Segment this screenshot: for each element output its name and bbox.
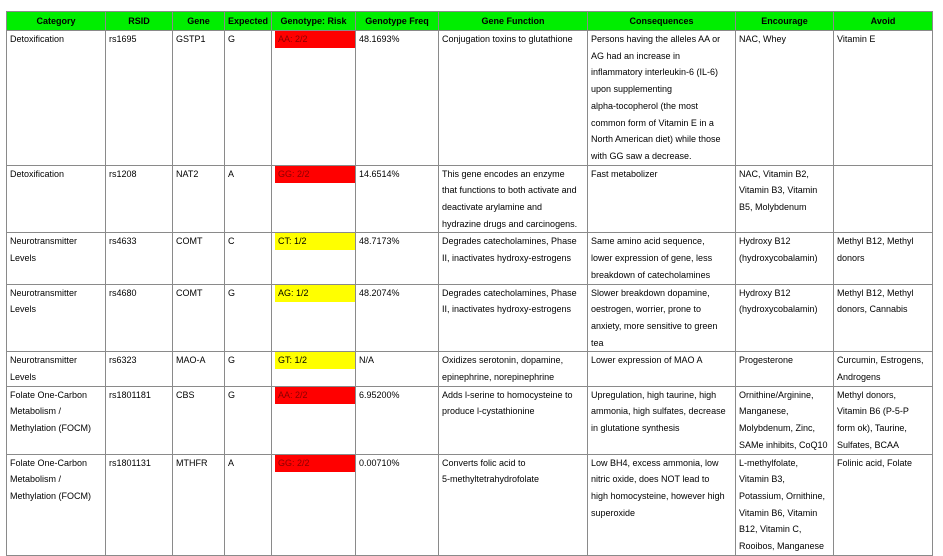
avoid-line: Sulfates, BCAA xyxy=(837,439,900,450)
table-body xyxy=(7,31,933,556)
header-row xyxy=(7,12,933,31)
gene-cell: NAT2 xyxy=(173,165,225,233)
encourage-line: L-methylfolate, xyxy=(739,457,799,468)
expected-cell: G xyxy=(225,386,272,454)
gene-function-line: Degrades catecholamines, Phase xyxy=(442,287,577,298)
category-line: Detoxification xyxy=(10,34,65,44)
consequences-line: Low BH4, excess ammonia, low xyxy=(591,457,719,468)
gene-function-line: Adds l-serine to homocysteine to xyxy=(442,389,573,400)
encourage-line: Manganese, xyxy=(739,406,789,417)
genotype-risk-cell xyxy=(272,454,356,555)
gene-function-cell xyxy=(439,454,588,555)
gene-cell: GSTP1 xyxy=(173,31,225,166)
gene-cell: MAO-A xyxy=(173,352,225,386)
table-row xyxy=(7,165,933,233)
avoid-line: Methyl donors, xyxy=(837,389,897,400)
category-line: Folate One-Carbon xyxy=(10,457,88,468)
consequences-cell xyxy=(588,165,736,233)
encourage-cell xyxy=(736,233,834,284)
encourage-line: Vitamin B3, xyxy=(739,474,785,485)
consequences-line: superoxide xyxy=(591,507,636,518)
header-expected: Expected xyxy=(225,12,272,31)
encourage-line: Hydroxy B12 xyxy=(739,236,791,247)
consequences-line: Persons having the alleles AA or xyxy=(591,34,721,44)
genotype-risk-cell xyxy=(272,284,356,352)
gene-cell: MTHFR xyxy=(173,454,225,555)
gene-function-line: Oxidizes serotonin, dopamine, xyxy=(442,355,564,366)
consequences-line: oestrogen, worrier, prone to xyxy=(591,304,702,315)
consequences-cell xyxy=(588,386,736,454)
header-rsid: RSID xyxy=(106,12,173,31)
avoid-cell xyxy=(834,233,933,284)
avoid-cell xyxy=(834,165,933,233)
genotype-freq-cell: 0.00710% xyxy=(356,454,439,555)
category-cell xyxy=(7,454,106,555)
category-line: Levels xyxy=(10,372,37,383)
gene-function-line: deactivate arylamine and xyxy=(442,202,543,213)
category-line: Folate One-Carbon xyxy=(10,389,88,400)
encourage-line: Ornithine/Arginine, xyxy=(739,389,814,400)
avoid-line: Vitamin B6 (P-5-P xyxy=(837,406,909,417)
risk-badge: GG: 2/2 xyxy=(275,455,355,472)
gene-function-line: Converts folic acid to xyxy=(442,457,526,468)
category-line: Neurotransmitter xyxy=(10,355,78,366)
consequences-line: in glutatione synthesis xyxy=(591,423,680,434)
category-line: Neurotransmitter xyxy=(10,287,78,298)
consequences-line: alpha-tocopherol (the most xyxy=(591,100,699,111)
header-consequences: Consequences xyxy=(588,12,736,31)
gene-cell: COMT xyxy=(173,284,225,352)
genotype-freq-cell: 6.95200% xyxy=(356,386,439,454)
avoid-line: Vitamin E xyxy=(837,34,876,44)
encourage-line: (hydroxycobalamin) xyxy=(739,304,818,315)
encourage-line: Hydroxy B12 xyxy=(739,287,791,298)
expected-cell: G xyxy=(225,352,272,386)
table-row xyxy=(7,454,933,555)
gene-function-line: epinephrine, norepinephrine xyxy=(442,372,555,383)
expected-cell: A xyxy=(225,454,272,555)
gene-function-cell xyxy=(439,284,588,352)
consequences-line: ammonia, high sulfates, decrease xyxy=(591,406,726,417)
consequences-line: Slower breakdown dopamine, xyxy=(591,287,710,298)
consequences-cell xyxy=(588,284,736,352)
gene-function-cell xyxy=(439,233,588,284)
header-avoid: Avoid xyxy=(834,12,933,31)
category-cell xyxy=(7,165,106,233)
gene-function-cell xyxy=(439,352,588,386)
encourage-cell xyxy=(736,31,834,166)
rsid-cell: rs4680 xyxy=(106,284,173,352)
risk-badge: GG: 2/2 xyxy=(275,166,355,183)
rsid-cell: rs6323 xyxy=(106,352,173,386)
encourage-line: Progesterone xyxy=(739,355,794,366)
genotype-freq-cell: N/A xyxy=(356,352,439,386)
rsid-cell: rs4633 xyxy=(106,233,173,284)
risk-badge: AA: 2/2 xyxy=(275,387,355,404)
encourage-line: Vitamin B6, Vitamin xyxy=(739,507,818,518)
gene-cell: CBS xyxy=(173,386,225,454)
consequences-line: tea xyxy=(591,337,604,348)
genotype-freq-cell: 48.7173% xyxy=(356,233,439,284)
encourage-line: B12, Vitamin C, xyxy=(739,524,802,535)
encourage-line: Molybdenum, Zinc, xyxy=(739,423,816,434)
consequences-line: high homocysteine, however high xyxy=(591,490,725,501)
category-cell xyxy=(7,352,106,386)
rsid-cell: rs1695 xyxy=(106,31,173,166)
expected-cell: C xyxy=(225,233,272,284)
gene-function-cell xyxy=(439,31,588,166)
category-line: Levels xyxy=(10,253,37,264)
encourage-line: B5, Molybdenum xyxy=(739,202,807,213)
avoid-line: Methyl B12, Methyl xyxy=(837,236,914,247)
category-line: Metabolism / xyxy=(10,406,62,417)
gene-function-line: Degrades catecholamines, Phase xyxy=(442,236,577,247)
rsid-cell: rs1801181 xyxy=(106,386,173,454)
avoid-line: Androgens xyxy=(837,372,881,383)
encourage-cell xyxy=(736,386,834,454)
gene-function-line: that functions to both activate and xyxy=(442,185,577,196)
gene-cell: COMT xyxy=(173,233,225,284)
avoid-cell xyxy=(834,454,933,555)
consequences-line: nitric oxide, does NOT lead to xyxy=(591,474,710,485)
risk-badge: AG: 1/2 xyxy=(275,285,355,302)
genotype-risk-cell xyxy=(272,352,356,386)
risk-badge: AA: 2/2 xyxy=(275,31,355,48)
encourage-cell xyxy=(736,454,834,555)
expected-cell: G xyxy=(225,284,272,352)
consequences-line: Upregulation, high taurine, high xyxy=(591,389,717,400)
table-row xyxy=(7,233,933,284)
encourage-line: SAMe inhibits, CoQ10 xyxy=(739,439,828,450)
genotype-risk-cell xyxy=(272,165,356,233)
encourage-line: Potassium, Ornithine, xyxy=(739,490,826,501)
genotype-risk-cell xyxy=(272,233,356,284)
gene-function-line: produce l-cystathionine xyxy=(442,406,535,417)
gene-function-line: II, inactivates hydroxy-estrogens xyxy=(442,304,572,315)
avoid-cell xyxy=(834,284,933,352)
consequences-cell xyxy=(588,454,736,555)
encourage-cell xyxy=(736,352,834,386)
category-cell xyxy=(7,284,106,352)
gene-function-line: 5-methyltetrahydrofolate xyxy=(442,474,540,485)
encourage-line: Rooibos, Manganese xyxy=(739,541,825,552)
rsid-cell: rs1208 xyxy=(106,165,173,233)
consequences-line: North American diet) while those xyxy=(591,134,721,145)
category-cell xyxy=(7,386,106,454)
table-row xyxy=(7,352,933,386)
avoid-line: Curcumin, Estrogens, xyxy=(837,355,924,366)
category-cell xyxy=(7,233,106,284)
expected-cell: A xyxy=(225,165,272,233)
consequences-line: with GG saw a decrease. xyxy=(591,150,692,161)
consequences-line: Same amino acid sequence, xyxy=(591,236,705,247)
expected-cell: G xyxy=(225,31,272,166)
encourage-cell xyxy=(736,165,834,233)
gene-function-cell xyxy=(439,386,588,454)
avoid-cell xyxy=(834,386,933,454)
risk-badge: CT: 1/2 xyxy=(275,233,355,250)
consequences-line: AG had an increase in xyxy=(591,50,681,61)
encourage-cell xyxy=(736,284,834,352)
consequences-cell xyxy=(588,233,736,284)
category-cell xyxy=(7,31,106,166)
genotype-risk-cell xyxy=(272,31,356,166)
category-line: Detoxification xyxy=(10,168,65,179)
consequences-line: Fast metabolizer xyxy=(591,168,658,179)
category-line: Neurotransmitter xyxy=(10,236,78,247)
genotype-freq-cell: 48.1693% xyxy=(356,31,439,166)
category-line: Levels xyxy=(10,304,37,315)
table-row xyxy=(7,284,933,352)
consequences-line: breakdown of catecholamines xyxy=(591,269,711,280)
category-line: Methylation (FOCM) xyxy=(10,490,92,501)
genotype-freq-cell: 48.2074% xyxy=(356,284,439,352)
table-row xyxy=(7,31,933,166)
consequences-cell xyxy=(588,352,736,386)
genotype-risk-cell xyxy=(272,386,356,454)
avoid-line: Folinic acid, Folate xyxy=(837,457,913,468)
consequences-line: inflammatory interleukin-6 (IL-6) xyxy=(591,67,719,78)
avoid-line: Methyl B12, Methyl xyxy=(837,287,914,298)
category-line: Methylation (FOCM) xyxy=(10,423,92,434)
risk-badge: GT: 1/2 xyxy=(275,352,355,369)
table-row xyxy=(7,386,933,454)
avoid-cell xyxy=(834,352,933,386)
gene-function-line: This gene encodes an enzyme xyxy=(442,168,565,179)
gene-function-cell xyxy=(439,165,588,233)
header-genotype-freq: Genotype Freq xyxy=(356,12,439,31)
rsid-cell: rs1801131 xyxy=(106,454,173,555)
encourage-line: NAC, Whey xyxy=(739,34,787,44)
avoid-line: donors xyxy=(837,253,865,264)
avoid-cell xyxy=(834,31,933,166)
gene-function-line: II, inactivates hydroxy-estrogens xyxy=(442,253,572,264)
genotype-report-table xyxy=(6,11,933,556)
encourage-line: Vitamin B3, Vitamin xyxy=(739,185,818,196)
avoid-line: form ok), Taurine, xyxy=(837,423,907,434)
gene-function-line: hydrazine drugs and carcinogens. xyxy=(442,218,578,229)
consequences-line: upon supplementing xyxy=(591,84,673,95)
consequences-line: Lower expression of MAO A xyxy=(591,355,703,366)
encourage-line: (hydroxycobalamin) xyxy=(739,253,818,264)
header-genotype-risk: Genotype: Risk xyxy=(272,12,356,31)
consequences-line: anxiety, more sensitive to green xyxy=(591,320,718,331)
category-line: Metabolism / xyxy=(10,474,62,485)
genotype-freq-cell: 14.6514% xyxy=(356,165,439,233)
header-gene: Gene xyxy=(173,12,225,31)
avoid-line: donors, Cannabis xyxy=(837,304,908,315)
header-encourage: Encourage xyxy=(736,12,834,31)
encourage-line: NAC, Vitamin B2, xyxy=(739,168,809,179)
consequences-line: lower expression of gene, less xyxy=(591,253,713,264)
header-category: Category xyxy=(7,12,106,31)
consequences-cell xyxy=(588,31,736,166)
gene-function-line: Conjugation toxins to glutathione xyxy=(442,34,573,44)
consequences-line: common form of Vitamin E in a xyxy=(591,117,714,128)
header-gene-function: Gene Function xyxy=(439,12,588,31)
